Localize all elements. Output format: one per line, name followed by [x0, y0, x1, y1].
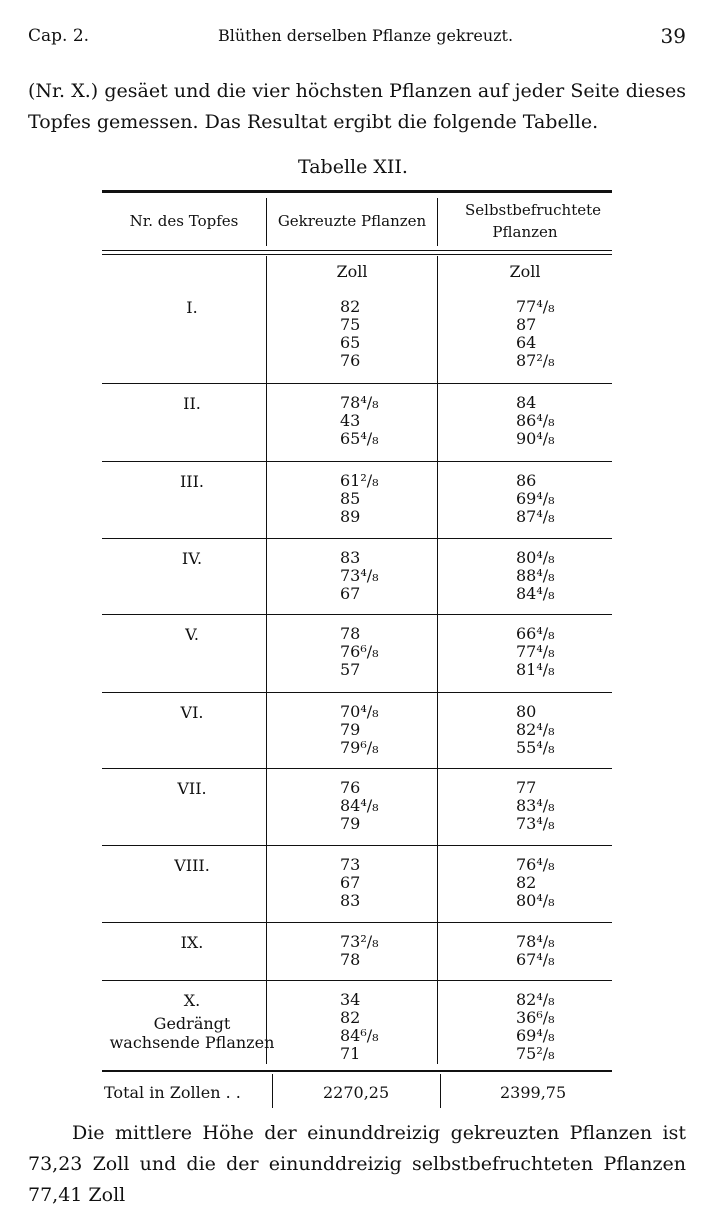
self-value: 55⁴/₈ [516, 738, 555, 757]
unit-crossed: Zoll [336, 262, 368, 281]
self-value: 77⁴/₈ [516, 297, 555, 316]
self-value: 84 [516, 393, 537, 412]
crossed-value: 70⁴/₈ [340, 702, 379, 721]
crossed-values [340, 472, 379, 526]
total-divider [440, 1074, 441, 1108]
crossed-value: 76 [340, 778, 361, 797]
self-values [516, 856, 555, 910]
self-value: 87²/₈ [516, 351, 555, 370]
self-value: 69⁴/₈ [516, 489, 555, 508]
self-value: 66⁴/₈ [516, 624, 555, 643]
self-values [516, 703, 555, 757]
header-self-fertilized [438, 199, 612, 243]
unit-self: Zoll [509, 262, 541, 281]
crossed-value: 61²/₈ [340, 471, 379, 490]
pot-number-text: X. [183, 991, 201, 1010]
crossed-value: 73⁴/₈ [340, 566, 379, 585]
self-value: 67⁴/₈ [516, 950, 555, 969]
self-value: 73⁴/₈ [516, 814, 555, 833]
self-value: 80⁴/₈ [516, 891, 555, 910]
pot-number [102, 298, 282, 317]
crossed-value: 65⁴/₈ [340, 429, 379, 448]
crossed-value: 85 [340, 489, 361, 508]
self-value: 75²/₈ [516, 1044, 555, 1063]
crossed-value: 75 [340, 315, 361, 334]
self-values [516, 625, 555, 679]
pot-number-text: III. [179, 472, 205, 491]
crossed-values [340, 394, 379, 448]
table-row [102, 284, 612, 384]
crossed-values [340, 991, 379, 1063]
crossed-value: 83 [340, 548, 361, 567]
crossed-value: 82 [340, 297, 361, 316]
pot-number-text: VII. [177, 779, 207, 798]
total-self: 2399,75 [500, 1083, 567, 1102]
table-row [102, 769, 612, 846]
pot-number [102, 703, 282, 722]
pot-number-text: VIII. [174, 856, 210, 875]
header-self-fertilized-text: Selbstbefruchtete Pflanzen [465, 201, 602, 241]
crossed-value: 76 [340, 351, 361, 370]
self-value: 80 [516, 702, 537, 721]
crossed-value: 57 [340, 660, 361, 679]
self-value: 36⁶/₈ [516, 1008, 555, 1027]
self-value: 83⁴/₈ [516, 796, 555, 815]
self-values [516, 298, 555, 370]
header-rule [102, 254, 612, 255]
crossed-value: 71 [340, 1044, 361, 1063]
self-values [516, 779, 555, 833]
total-divider [272, 1074, 273, 1108]
pot-number [102, 549, 282, 568]
self-value: 76⁴/₈ [516, 855, 555, 874]
pot-number-text: II. [183, 394, 201, 413]
crossed-value: 82 [340, 1008, 361, 1027]
self-value: 69⁴/₈ [516, 1026, 555, 1045]
table-row [102, 923, 612, 981]
self-value: 77 [516, 778, 537, 797]
crossed-value: 84⁴/₈ [340, 796, 379, 815]
pot-note: Gedrängt wachsende Pflanzen [109, 1014, 275, 1052]
crossed-values [340, 779, 379, 833]
pot-number-text: V. [185, 625, 199, 644]
pot-number [102, 394, 282, 413]
crossed-value: 43 [340, 411, 361, 430]
paragraph-top: (Nr. X.) gesäet und die vier höchsten Pflanzen auf jeder Seite dieses Topfes gemessen. Das Resultat ergibt die folgende Tabelle. [28, 80, 686, 133]
table-row [102, 693, 612, 769]
total-rule [102, 1070, 612, 1072]
crossed-value: 79 [340, 720, 361, 739]
self-value: 84⁴/₈ [516, 584, 555, 603]
pot-number [102, 856, 282, 875]
crossed-value: 83 [340, 891, 361, 910]
running-head [28, 26, 686, 50]
chapter-label: Cap. 2. [28, 26, 90, 46]
crossed-value: 76⁶/₈ [340, 642, 379, 661]
crossed-values [340, 703, 379, 757]
self-value: 90⁴/₈ [516, 429, 555, 448]
self-value: 87⁴/₈ [516, 507, 555, 526]
self-value: 82⁴/₈ [516, 720, 555, 739]
pot-number-text: VI. [180, 703, 204, 722]
running-title: Blüthen derselben Pflanze gekreuzt. [218, 26, 514, 45]
pot-number [102, 933, 282, 952]
pot-number [102, 625, 282, 644]
self-value: 81⁴/₈ [516, 660, 555, 679]
table-title: Tabelle XII. [298, 156, 408, 178]
self-values [516, 472, 555, 526]
crossed-value: 78 [340, 624, 361, 643]
self-value: 64 [516, 333, 537, 352]
pot-number [102, 991, 282, 1052]
crossed-values [340, 298, 360, 370]
crossed-value: 84⁶/₈ [340, 1026, 379, 1045]
crossed-values [340, 625, 379, 679]
pot-number [102, 779, 282, 798]
self-value: 80⁴/₈ [516, 548, 555, 567]
self-value: 82 [516, 873, 537, 892]
self-value: 82⁴/₈ [516, 990, 555, 1009]
self-values [516, 394, 555, 448]
paragraph-bottom: Die mittlere Höhe der einunddreizig gekreuzten Pflanzen ist 73,23 Zoll und die der einunddreizig selbstbefruchteten Pflanzen 77,41 Zoll [28, 1122, 686, 1206]
total-label: Total in Zollen . . [104, 1083, 241, 1102]
self-value: 86⁴/₈ [516, 411, 555, 430]
table-row [102, 462, 612, 539]
self-value: 78⁴/₈ [516, 932, 555, 951]
pot-number-text: I. [186, 298, 198, 317]
table-row [102, 846, 612, 923]
self-value: 77⁴/₈ [516, 642, 555, 661]
self-values [516, 933, 555, 969]
pot-number [102, 472, 282, 491]
pot-number-text: IX. [180, 933, 204, 952]
crossed-value: 89 [340, 507, 361, 526]
total-crossed: 2270,25 [323, 1083, 390, 1102]
table-top-rule [102, 190, 612, 193]
table-row [102, 384, 612, 462]
table-row [102, 539, 612, 615]
self-value: 87 [516, 315, 537, 334]
crossed-value: 65 [340, 333, 361, 352]
self-values [516, 991, 555, 1063]
crossed-value: 78 [340, 950, 361, 969]
data-table [102, 190, 612, 1108]
crossed-value: 67 [340, 584, 361, 603]
crossed-values [340, 549, 379, 603]
crossed-value: 79⁶/₈ [340, 738, 379, 757]
crossed-value: 73²/₈ [340, 932, 379, 951]
self-value: 86 [516, 471, 537, 490]
crossed-value: 79 [340, 814, 361, 833]
crossed-values [340, 856, 360, 910]
header-pot-number: Nr. des Topfes [129, 212, 239, 230]
crossed-values [340, 933, 379, 969]
header-crossed: Gekreuzte Pflanzen [277, 212, 427, 230]
crossed-value: 78⁴/₈ [340, 393, 379, 412]
self-values [516, 549, 555, 603]
table-row [102, 615, 612, 693]
self-value: 88⁴/₈ [516, 566, 555, 585]
crossed-value: 67 [340, 873, 361, 892]
table-row [102, 981, 612, 1070]
crossed-value: 34 [340, 990, 361, 1009]
header-rule [102, 250, 612, 251]
page-number: 39 [660, 24, 686, 48]
crossed-value: 73 [340, 855, 361, 874]
pot-number-text: IV. [181, 549, 203, 568]
